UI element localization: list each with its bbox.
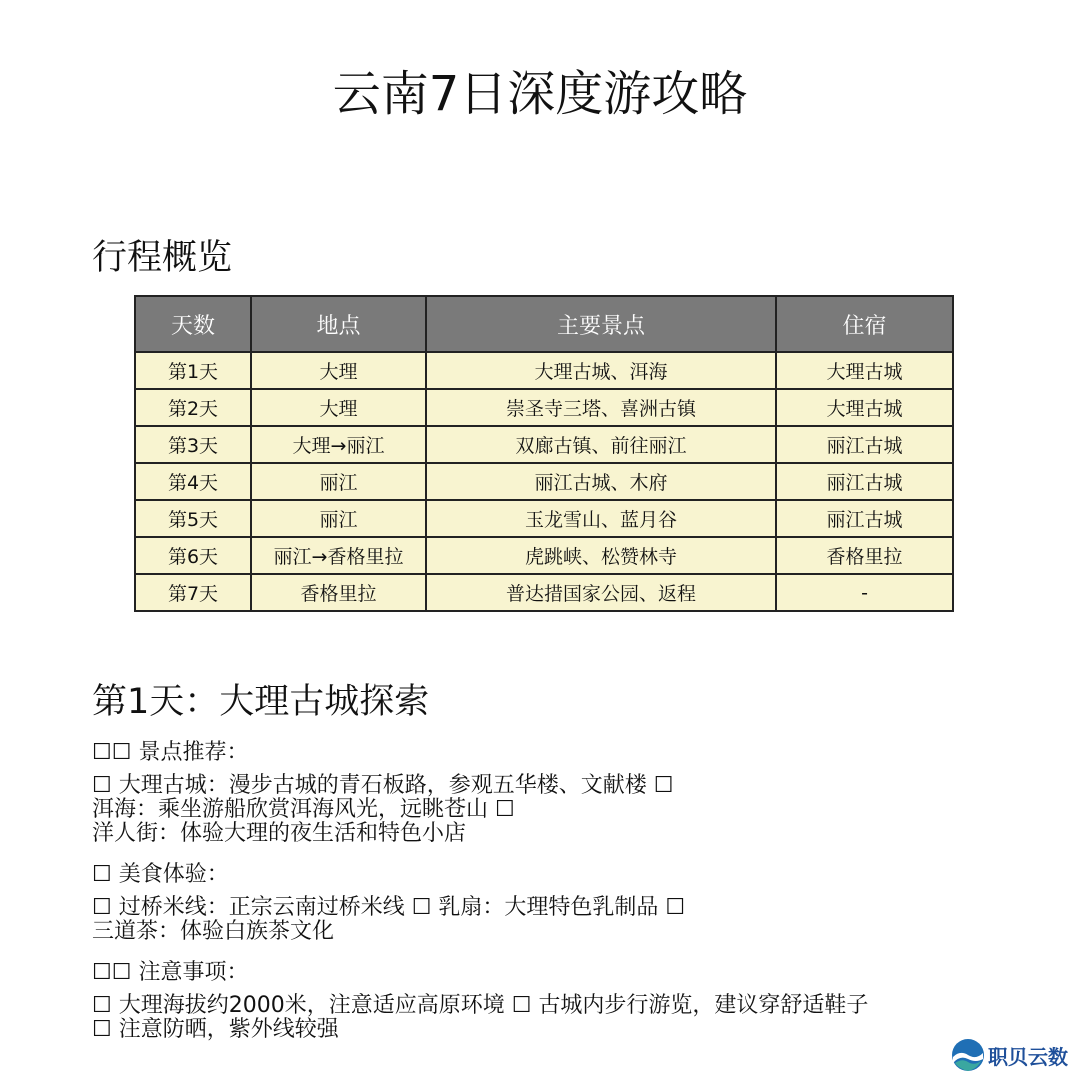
sights-cell: 大理古城、洱海: [426, 352, 776, 389]
place-cell: 丽江: [251, 500, 426, 537]
table-row: [135, 389, 953, 426]
place-cell: 大理→丽江: [251, 426, 426, 463]
sights-cell: 丽江古城、木府: [426, 463, 776, 500]
day1-content: [92, 738, 992, 1056]
day1-heading: 第1天：大理古城探索: [92, 682, 430, 722]
place-cell: 丽江→香格里拉: [251, 537, 426, 574]
place-cell: 香格里拉: [251, 574, 426, 611]
food-section-heading: ☐ 美食体验：: [92, 862, 229, 887]
brand-logo: [950, 1036, 1068, 1074]
itinerary-table: [134, 295, 954, 612]
day-cell: 第4天: [135, 463, 251, 500]
stay-cell: 大理古城: [776, 352, 953, 389]
table-row: [135, 500, 953, 537]
page-title: 云南7日深度游攻略: [332, 66, 748, 122]
food-line: ☐ 过桥米线：正宗云南过桥米线 ☐ 乳扇：大理特色乳制品 ☐: [92, 895, 686, 920]
day-cell: 第7天: [135, 574, 251, 611]
logo-globe-icon: [950, 1037, 986, 1073]
notes-line: ☐ 大理海拔约2000米，注意适应高原环境 ☐ 古城内步行游览，建议穿舒适鞋子: [92, 993, 869, 1018]
food-paragraph: [92, 896, 992, 944]
logo-text: 职贝云数: [988, 1044, 1068, 1069]
sights-cell: 普达措国家公园、返程: [426, 574, 776, 611]
sights-line: 洋人街：体验大理的夜生活和特色小店: [92, 821, 467, 846]
column-header: 地点: [251, 296, 426, 352]
notes-paragraph: [92, 994, 992, 1042]
sights-section-heading: ☐☐ 景点推荐：: [92, 740, 249, 765]
table-row: [135, 574, 953, 611]
column-header: 天数: [135, 296, 251, 352]
stay-cell: 丽江古城: [776, 426, 953, 463]
day-cell: 第6天: [135, 537, 251, 574]
notes-section-heading: ☐☐ 注意事项：: [92, 960, 249, 985]
overview-heading: 行程概览: [92, 238, 233, 278]
food-line: 三道茶：体验白族茶文化: [92, 919, 335, 944]
place-cell: 大理: [251, 389, 426, 426]
sights-paragraph: [92, 774, 992, 846]
day-cell: 第5天: [135, 500, 251, 537]
sights-cell: 双廊古镇、前往丽江: [426, 426, 776, 463]
notes-line: ☐ 注意防晒，紫外线较强: [92, 1017, 339, 1042]
day-cell: 第1天: [135, 352, 251, 389]
table-row: [135, 352, 953, 389]
table-header-row: [135, 296, 953, 352]
table-row: [135, 537, 953, 574]
sights-line: ☐ 大理古城：漫步古城的青石板路，参观五华楼、文献楼 ☐: [92, 773, 674, 798]
column-header: 住宿: [776, 296, 953, 352]
day-cell: 第3天: [135, 426, 251, 463]
stay-cell: -: [776, 574, 953, 611]
sights-line: 洱海：乘坐游船欣赏洱海风光，远眺苍山 ☐: [92, 797, 515, 822]
stay-cell: 丽江古城: [776, 500, 953, 537]
sights-cell: 虎跳峡、松赞林寺: [426, 537, 776, 574]
table-row: [135, 426, 953, 463]
place-cell: 丽江: [251, 463, 426, 500]
day-cell: 第2天: [135, 389, 251, 426]
sights-cell: 玉龙雪山、蓝月谷: [426, 500, 776, 537]
stay-cell: 大理古城: [776, 389, 953, 426]
column-header: 主要景点: [426, 296, 776, 352]
stay-cell: 丽江古城: [776, 463, 953, 500]
stay-cell: 香格里拉: [776, 537, 953, 574]
place-cell: 大理: [251, 352, 426, 389]
table-row: [135, 463, 953, 500]
sights-cell: 崇圣寺三塔、喜洲古镇: [426, 389, 776, 426]
